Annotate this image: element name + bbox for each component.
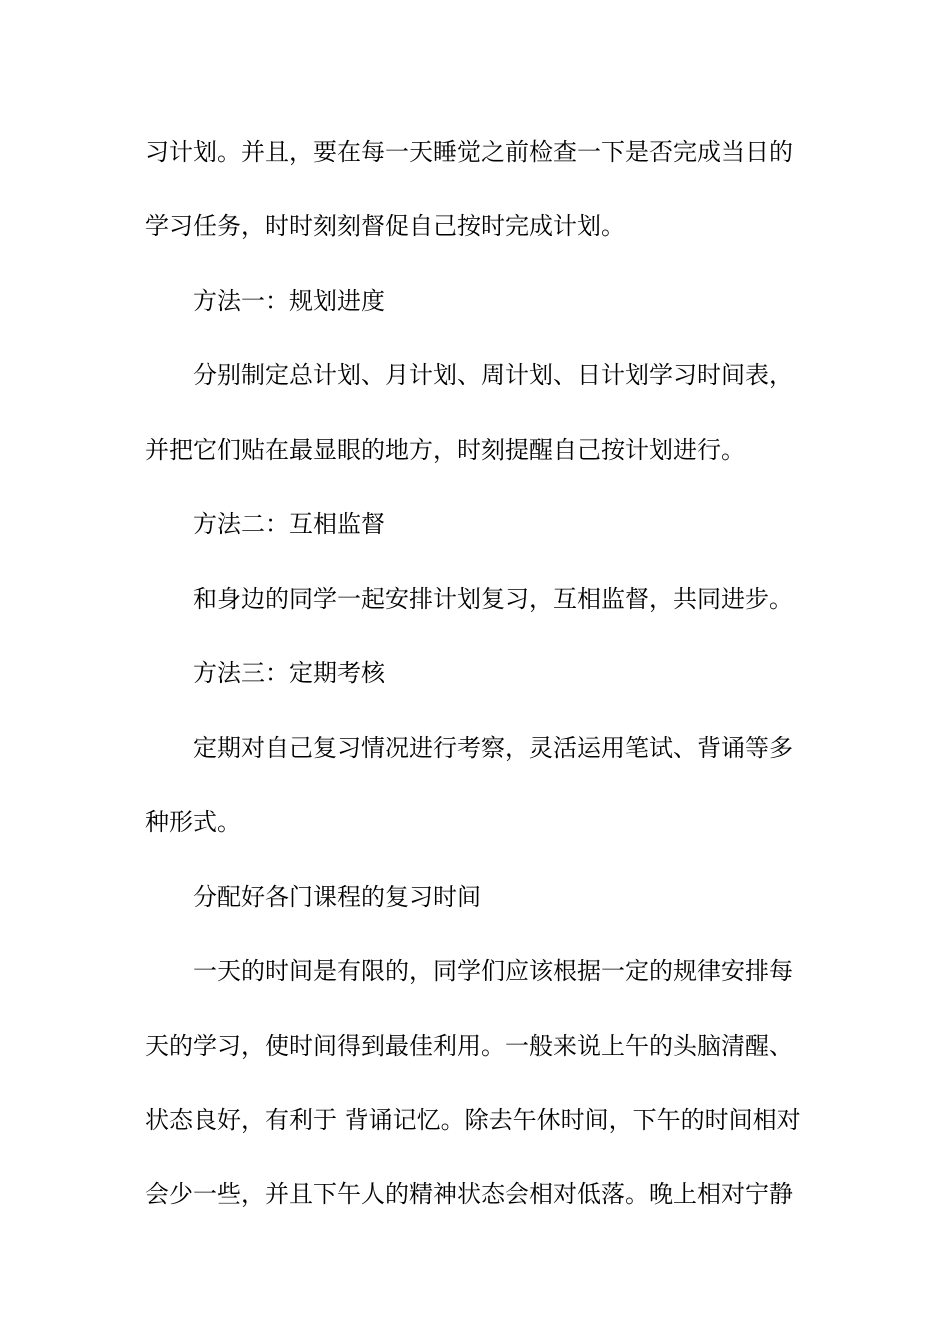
section-heading: 分配好各门课程的复习时间 [193,883,481,911]
text-line: 分别制定总计划、月计划、周计划、日计划学习时间表， [193,361,793,389]
section-heading: 方法一：规划进度 [193,287,385,315]
section-heading: 方法三：定期考核 [193,659,385,687]
text-line: 学习任务，时时刻刻督促自己按时完成计划。 [145,212,625,240]
text-line: 状态良好，有利于 背诵记忆。除去午休时间，下午的时间相对 [145,1106,801,1134]
text-line: 和身边的同学一起安排计划复习，互相监督，共同进步。 [193,585,793,613]
text-line: 天的学习，使时间得到最佳利用。一般来说上午的头脑清醒、 [145,1032,793,1060]
section-heading: 方法二：互相监督 [193,510,385,538]
text-line: 一天的时间是有限的，同学们应该根据一定的规律安排每 [193,957,793,985]
text-line: 习计划。并且，要在每一天睡觉之前检查一下是否完成当日的 [145,138,793,166]
text-line: 并把它们贴在最显眼的地方，时刻提醒自己按计划进行。 [145,436,745,464]
text-line: 定期对自己复习情况进行考察，灵活运用笔试、背诵等多 [193,734,793,762]
text-line: 会少一些，并且下午人的精神状态会相对低落。晚上相对宁静 [145,1180,793,1208]
text-line: 种形式。 [145,808,241,836]
